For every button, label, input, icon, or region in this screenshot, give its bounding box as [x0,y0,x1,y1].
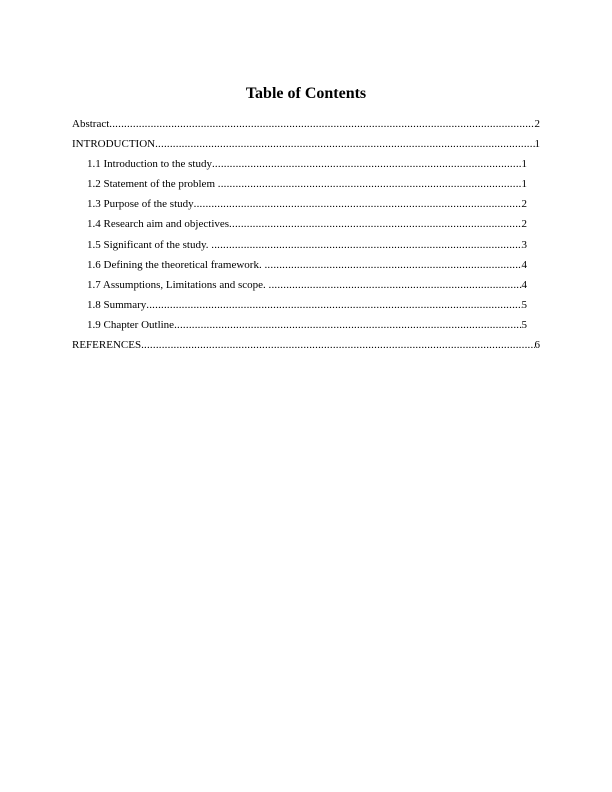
toc-page-number: 5 [521,298,527,311]
toc-page-number: 4 [521,258,527,271]
toc-page-number: 1 [521,178,527,191]
toc-entry-text: 1.8 Summary [87,298,147,311]
toc-dot-leader [146,298,521,312]
toc-entry-text: Abstract [72,118,110,130]
toc-title: Table of Contents [245,85,367,102]
toc-dot-leader [218,177,522,191]
toc-entry-abstract[interactable] [72,117,540,137]
toc-entry-1-4[interactable] [72,217,527,237]
toc-dot-leader [141,338,534,352]
toc-entry-introduction[interactable] [72,137,540,157]
toc-dot-leader [155,137,534,151]
toc-entry-text: 1.6 Defining the theoretical framework. [87,258,265,271]
toc-entry-text: 1.2 Statement of the problem [87,178,218,191]
toc-dot-leader [229,217,521,231]
toc-entry-1-5[interactable] [72,238,527,258]
toc-entry-text: 1.3 Purpose of the study [87,198,194,211]
toc-dot-leader [194,197,522,211]
toc-entry-text: 1.7 Assumptions, Limitations and scope. [87,278,269,291]
toc-entry-text: INTRODUCTION [72,138,156,151]
toc-entry-text: 1.5 Significant of the study. [87,238,212,251]
toc-entry-text: REFERENCES [72,339,142,352]
toc-entry-1-2[interactable] [72,177,527,197]
toc-entry-references[interactable] [72,338,540,358]
toc-entry-1-7[interactable] [72,278,527,298]
toc-page-number: 2 [521,198,527,211]
toc-dot-leader [264,258,521,272]
toc-page-number: 5 [521,318,527,331]
toc-dot-leader [212,157,522,171]
toc-page-number: 3 [521,238,527,251]
toc-page-number: 1 [534,138,540,151]
toc-page-number: 1 [521,158,527,171]
toc-entry-text: 1.9 Chapter Outline [87,318,175,331]
toc-entry-1-9[interactable] [72,318,527,338]
toc-dot-leader [109,117,534,131]
toc-dot-leader [174,318,521,332]
toc-page-number: 4 [521,278,527,291]
toc-dot-leader [211,238,521,252]
toc-page-number: 2 [521,218,527,231]
toc-entry-1-8[interactable] [72,298,527,318]
toc-dot-leader [269,278,522,292]
toc-entry-text: 1.4 Research aim and objectives [87,218,230,231]
toc-page-number: 2 [534,118,540,130]
toc-entry-1-1[interactable] [72,157,527,177]
toc-list [72,117,542,358]
toc-entry-text: 1.1 Introduction to the study [87,158,212,171]
toc-entry-1-6[interactable] [72,258,527,278]
toc-page-number: 6 [534,339,540,352]
toc-entry-1-3[interactable] [72,197,527,217]
